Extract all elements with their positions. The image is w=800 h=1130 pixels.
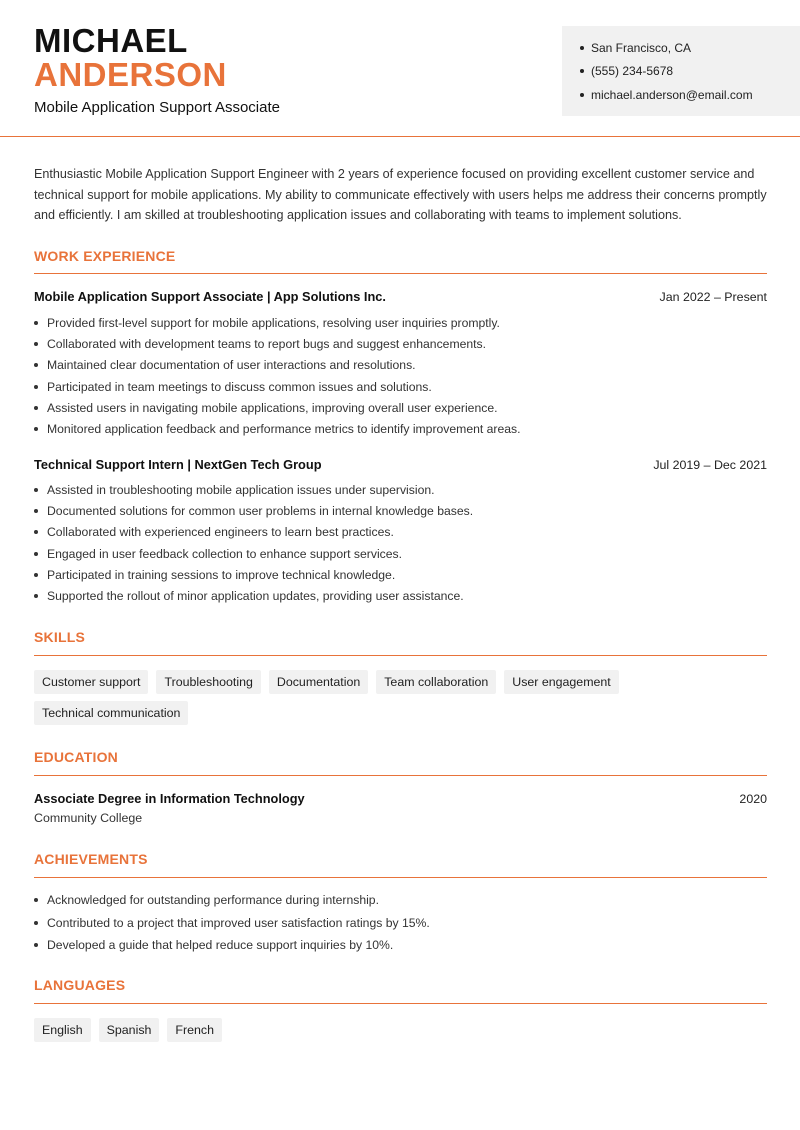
list-item [34,889,767,912]
job-dates: Jan 2022 – Present [659,290,767,304]
list-item [34,500,767,521]
bullet-text: Collaborated with development teams to report bugs and suggest enhancements. [47,336,487,351]
list-item [34,312,767,333]
section-title-work: WORK EXPERIENCE [34,248,176,264]
last-name: ANDERSON [34,56,227,93]
section-title-skills: SKILLS [34,629,85,645]
education-entry-header [34,791,767,806]
list-item [34,397,767,418]
phone-text: (555) 234-5678 [591,64,674,79]
bullet-icon [34,363,38,367]
bullet-icon [580,69,584,73]
contact-email [580,83,800,107]
language-tag: French [167,1018,222,1042]
skill-tag: Customer support [34,670,148,694]
list-item [34,479,767,500]
section-title-achievements: ACHIEVEMENTS [34,851,148,867]
bullet-text: Documented solutions for common user problems in internal knowledge bases. [47,503,474,518]
bullet-text: Maintained clear documentation of user interactions and resolutions. [47,358,416,373]
bullet-text: Engaged in user feedback collection to enhance support services. [47,546,403,561]
job-entry-header [34,457,767,472]
bullet-icon [580,93,584,97]
language-tag: English [34,1018,91,1042]
job-heading: Technical Support Intern | NextGen Tech Group [34,457,322,472]
job-title: Mobile Application Support Associate [34,99,280,116]
list-item [34,543,767,564]
education-school: Community College [34,811,143,825]
section-divider [34,655,767,656]
list-item [34,585,767,606]
bullet-icon [34,406,38,410]
skill-tag: User engagement [504,670,619,694]
section-title-education: EDUCATION [34,749,118,765]
section-title-languages: LANGUAGES [34,977,126,993]
bullet-icon [34,921,38,925]
education-degree: Associate Degree in Information Technology [34,791,305,806]
bullet-icon [34,943,38,947]
section-divider [34,273,767,274]
section-divider [34,775,767,776]
skill-tag: Troubleshooting [156,670,260,694]
bullet-icon [34,488,38,492]
language-tag: Spanish [99,1018,160,1042]
resume-header [0,0,800,137]
job-heading: Mobile Application Support Associate | App Solutions Inc. [34,289,386,304]
email-text: michael.anderson@email.com [591,87,753,102]
achievements-list [34,889,767,957]
bullet-icon [580,46,584,50]
skill-tag: Team collaboration [376,670,496,694]
list-item [34,934,767,957]
bullet-icon [34,552,38,556]
education-year: 2020 [739,792,767,806]
contact-phone [580,60,800,84]
bullet-text: Assisted users in navigating mobile applications, improving overall user experience. [47,400,498,415]
skill-tag: Technical communication [34,701,188,725]
bullet-icon [34,427,38,431]
first-name: MICHAEL [34,22,188,59]
bullet-text: Acknowledged for outstanding performance during internship. [47,893,379,908]
list-item [34,355,767,376]
contact-location [580,36,800,60]
job-bullets [34,479,767,607]
list-item [34,418,767,439]
list-item [34,333,767,354]
list-item [34,522,767,543]
skill-tag: Documentation [269,670,368,694]
job-entry-header [34,289,767,304]
bullet-text: Participated in team meetings to discuss common issues and solutions. [47,379,432,394]
section-divider [34,877,767,878]
bullet-text: Supported the rollout of minor application updates, providing user assistance. [47,589,464,604]
bullet-text: Contributed to a project that improved user satisfaction ratings by 15%. [47,915,430,930]
languages-tags [34,1018,767,1042]
list-item [34,912,767,935]
bullet-text: Assisted in troubleshooting mobile application issues under supervision. [47,482,435,497]
list-item [34,376,767,397]
summary-paragraph: Enthusiastic Mobile Application Support Engineer with 2 years of experience focused on providing excellent customer service and technical support for mobile applications. My ability to communicate effectively with users helps me address their concerns promptly and efficiently. I am skilled at troubleshooting application issues and collaborating with teams to implement solutions. [34,167,767,222]
bullet-text: Developed a guide that helped reduce support inquiries by 10%. [47,938,394,953]
contact-box [562,26,800,116]
list-item [34,564,767,585]
bullet-icon [34,385,38,389]
location-text: San Francisco, CA [591,40,692,55]
bullet-icon [34,321,38,325]
section-divider [34,1003,767,1004]
bullet-icon [34,530,38,534]
job-dates: Jul 2019 – Dec 2021 [653,458,767,472]
bullet-text: Collaborated with experienced engineers to learn best practices. [47,525,394,540]
bullet-icon [34,342,38,346]
bullet-icon [34,509,38,513]
job-bullets [34,312,767,440]
skills-tags [34,670,767,725]
bullet-icon [34,573,38,577]
bullet-text: Participated in training sessions to improve technical knowledge. [47,567,396,582]
bullet-text: Monitored application feedback and performance metrics to identify improvement areas. [47,422,521,437]
bullet-icon [34,898,38,902]
bullet-text: Provided first-level support for mobile applications, resolving user inquiries promptly. [47,315,500,330]
bullet-icon [34,594,38,598]
